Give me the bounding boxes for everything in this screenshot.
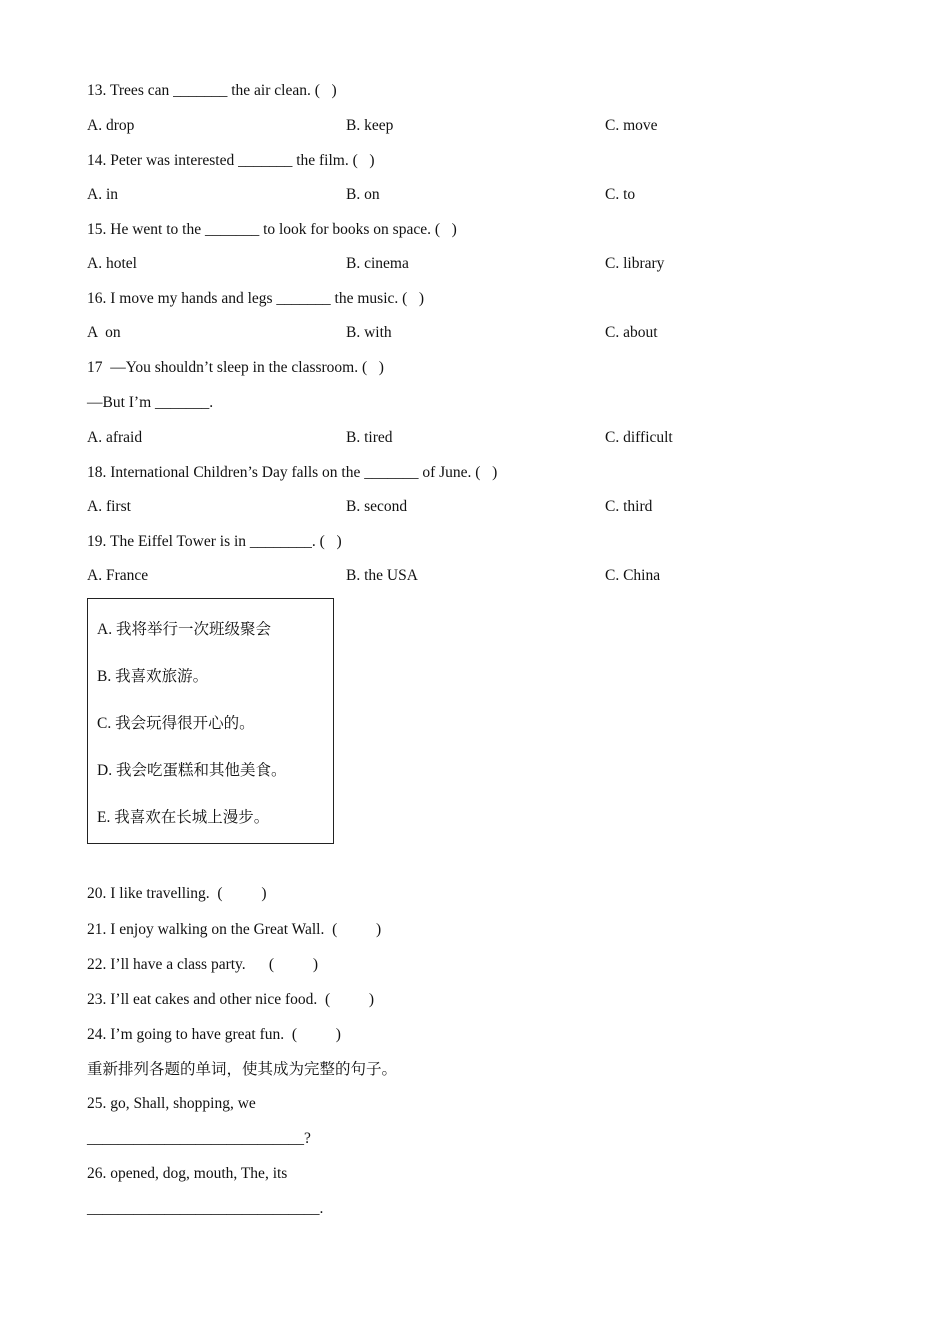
- question-19-option-a: A. France: [87, 567, 149, 584]
- question-15-option-c: C. library: [605, 255, 665, 272]
- question-16-option-c: C. about: [605, 324, 658, 341]
- question-14-stem: 14. Peter was interested _______ the film. ( ): [87, 152, 375, 169]
- question-13-option-a: A. drop: [87, 117, 135, 134]
- question-14-option-c: C. to: [605, 186, 636, 203]
- question-21: 21. I enjoy walking on the Great Wall. ( ): [87, 921, 382, 938]
- question-17-option-b: B. tired: [346, 429, 393, 446]
- question-25-words: 25. go, Shall, shopping, we: [87, 1095, 256, 1112]
- question-18-option-b: B. second: [346, 498, 408, 515]
- question-19-stem: 19. The Eiffel Tower is in ________. ( ): [87, 533, 342, 550]
- question-20: 20. I like travelling. ( ): [87, 885, 267, 902]
- question-13-option-c: C. move: [605, 117, 658, 134]
- question-18-stem: 18. International Children’s Day falls on the _______ of June. ( ): [87, 464, 498, 481]
- question-18-option-a: A. first: [87, 498, 131, 515]
- reorder-instruction: 重新排列各题的单词，使其成为完整的句子。: [87, 1061, 398, 1078]
- question-19-option-b: B. the USA: [346, 567, 418, 584]
- question-26-answer-line: ______________________________.: [87, 1200, 324, 1217]
- question-22: 22. I’ll have a class party. ( ): [87, 956, 318, 973]
- match-option-b: B. 我喜欢旅游。: [97, 668, 209, 685]
- matching-options-box: [87, 598, 334, 844]
- question-17-stem: 17 —You shouldn’t sleep in the classroom. ( ): [87, 359, 384, 376]
- match-option-d: D. 我会吃蛋糕和其他美食。: [97, 762, 287, 779]
- question-24: 24. I’m going to have great fun. ( ): [87, 1026, 341, 1043]
- question-16-stem: 16. I move my hands and legs _______ the music. ( ): [87, 290, 425, 307]
- match-option-e: E. 我喜欢在长城上漫步。: [97, 809, 270, 826]
- question-15-stem: 15. He went to the _______ to look for books on space. ( ): [87, 221, 457, 238]
- question-13-option-b: B. keep: [346, 117, 394, 134]
- question-14-option-a: A. in: [87, 186, 118, 203]
- question-26-words: 26. opened, dog, mouth, The, its: [87, 1165, 288, 1182]
- question-17-response: —But I’m _______.: [87, 394, 214, 411]
- question-16-option-b: B. with: [346, 324, 392, 341]
- question-19-option-c: C. China: [605, 567, 661, 584]
- question-13-stem: 13. Trees can _______ the air clean. ( ): [87, 82, 337, 99]
- question-17-option-a: A. afraid: [87, 429, 143, 446]
- match-option-c: C. 我会玩得很开心的。: [97, 715, 255, 732]
- question-25-answer-line: ____________________________?: [87, 1130, 311, 1147]
- question-23: 23. I’ll eat cakes and other nice food. ( ): [87, 991, 375, 1008]
- match-option-a: A. 我将举行一次班级聚会: [97, 621, 271, 638]
- question-18-option-c: C. third: [605, 498, 653, 515]
- question-15-option-b: B. cinema: [346, 255, 409, 272]
- question-16-option-a: A on: [87, 324, 121, 341]
- question-17-option-c: C. difficult: [605, 429, 673, 446]
- question-14-option-b: B. on: [346, 186, 380, 203]
- question-15-option-a: A. hotel: [87, 255, 137, 272]
